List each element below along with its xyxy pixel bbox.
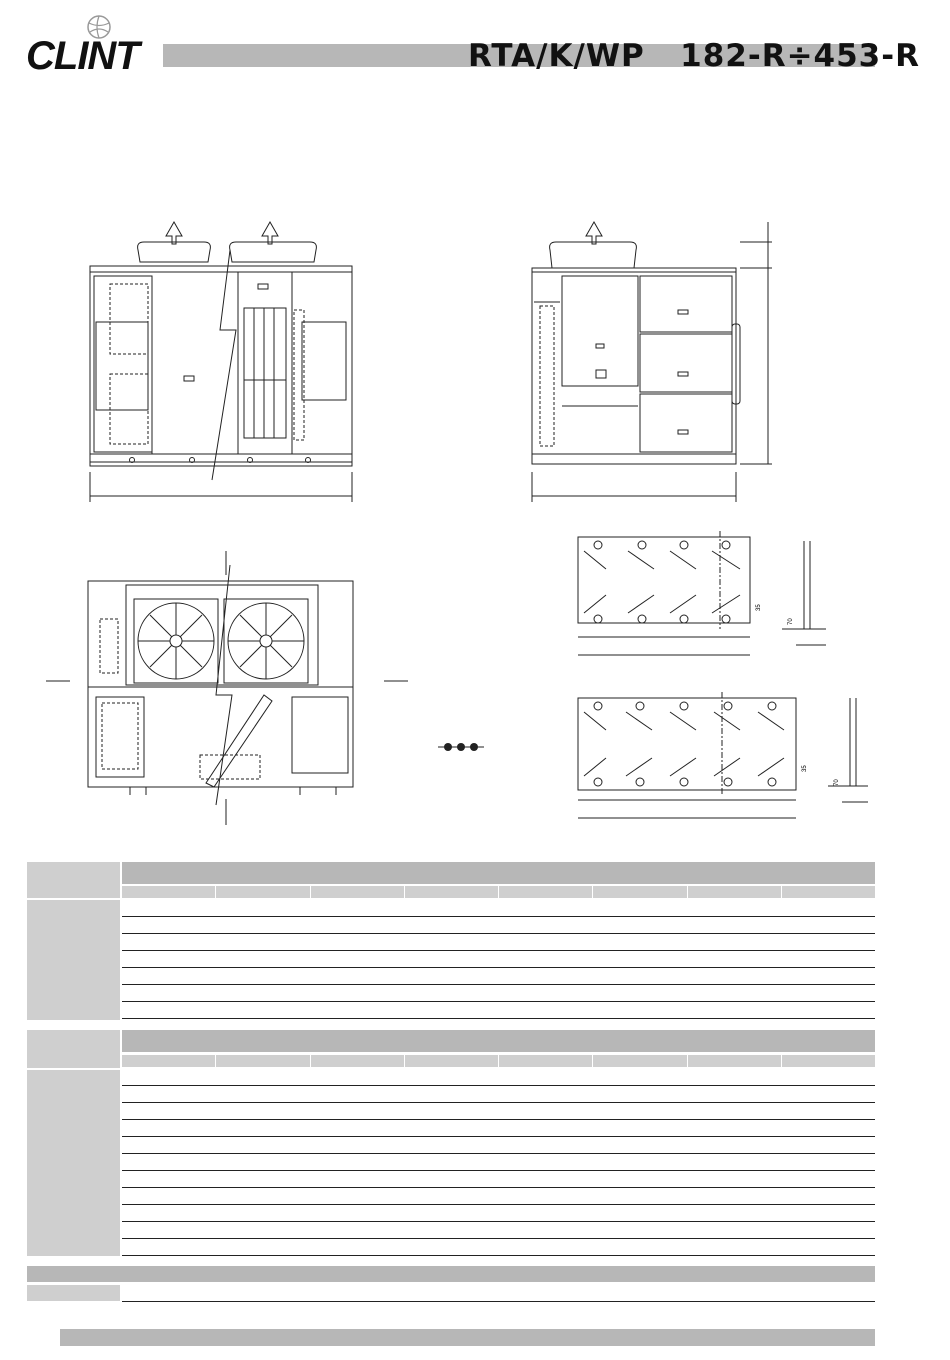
base-plan-4-supports — [570, 525, 830, 665]
table-1-row-label-header — [27, 862, 120, 898]
table-row — [122, 1170, 875, 1171]
table-row — [122, 1238, 875, 1239]
table-row — [122, 950, 875, 951]
front-view-drawing — [80, 210, 370, 510]
notes-label-cell — [27, 1285, 120, 1301]
base-plan-5-supports — [570, 688, 870, 828]
table-row — [122, 1255, 875, 1256]
table-row — [122, 916, 875, 917]
clint-logo — [26, 14, 166, 78]
table-row — [122, 933, 875, 934]
dimension-70-label: 70 — [834, 779, 840, 786]
dimensions-table-2 — [27, 1030, 875, 1258]
dimensions-table-1 — [27, 862, 875, 1020]
table-row — [122, 1204, 875, 1205]
air-outlet-arrow-icon — [586, 222, 602, 244]
table-row — [122, 1221, 875, 1222]
table-row — [122, 1018, 875, 1019]
dimension-70-label: 70 — [788, 618, 794, 625]
table-row — [122, 1153, 875, 1154]
dimension-35-label: 35 — [756, 604, 762, 611]
model-title: RTA/K/WP 182-R÷453-R — [467, 38, 920, 74]
side-view-drawing — [520, 210, 780, 510]
table-row — [122, 1001, 875, 1002]
notes-row-line — [122, 1301, 875, 1302]
table-2-row-label-header — [27, 1030, 120, 1068]
table-row — [122, 1187, 875, 1188]
air-outlet-arrow-icon — [166, 222, 182, 244]
footer-band — [60, 1329, 875, 1346]
table-row — [122, 1085, 875, 1086]
brand-name: CLINT — [26, 34, 139, 78]
top-view-drawing — [40, 545, 410, 830]
table-2-model-columns — [122, 1055, 875, 1067]
notes-header-band — [27, 1266, 875, 1282]
table-row — [122, 1119, 875, 1120]
table-1-header-band — [122, 862, 875, 884]
air-outlet-arrow-icon — [262, 222, 278, 244]
table-1-row-labels — [27, 900, 120, 1020]
table-row — [122, 1102, 875, 1103]
more-models-dots — [436, 740, 486, 754]
table-row — [122, 1136, 875, 1137]
table-2-row-labels — [27, 1070, 120, 1256]
table-row — [122, 967, 875, 968]
table-row — [122, 984, 875, 985]
table-2-header-band — [122, 1030, 875, 1052]
dimension-35-label: 35 — [802, 765, 808, 772]
table-1-model-columns — [122, 886, 875, 898]
